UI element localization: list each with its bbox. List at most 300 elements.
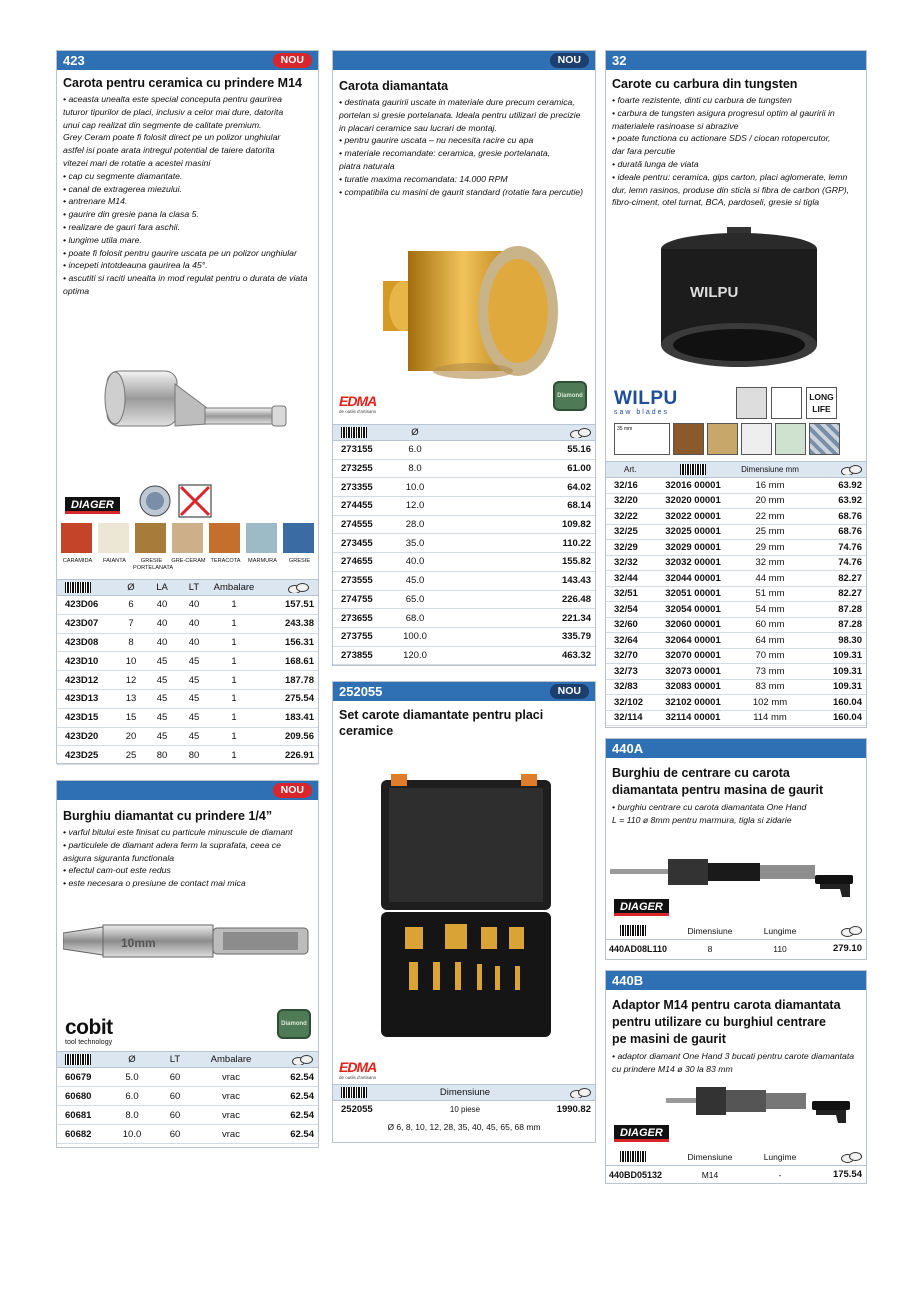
product-code: 32 <box>612 53 627 68</box>
table-header: Ø <box>333 424 595 441</box>
table-cell: 32 mm <box>755 557 785 569</box>
table-cell: 73 mm <box>755 665 785 677</box>
table-row <box>606 540 866 556</box>
table-row <box>57 709 318 728</box>
product-code: 440B <box>612 973 644 988</box>
table-cell: 423D25 <box>65 749 99 761</box>
table-cell: 82.27 <box>838 572 862 584</box>
table-cell: 100.0 <box>403 631 427 643</box>
table-cell: 32054 00001 <box>665 603 721 615</box>
table-row <box>57 671 318 690</box>
table-row <box>606 602 866 618</box>
panel-423 <box>56 50 319 764</box>
table-cell: 68.76 <box>838 526 862 538</box>
price-table-set <box>333 1084 595 1132</box>
table-row <box>57 746 318 765</box>
table-cell: 60682 <box>65 1128 92 1140</box>
table-cell: 45 <box>188 693 200 705</box>
table-cell: vrac <box>222 1071 240 1083</box>
table-cell: 16 mm <box>755 479 785 491</box>
table-row <box>333 497 595 516</box>
table-row <box>606 509 866 525</box>
table-cell: 32064 00001 <box>665 634 721 646</box>
table-cell: 32/54 <box>614 603 638 615</box>
table-cell: 40 <box>188 618 200 630</box>
table-cell: 226.91 <box>284 749 314 761</box>
table-cell: 187.78 <box>284 674 314 686</box>
depth-icon: 35 mm <box>614 423 670 455</box>
table-row <box>57 728 318 747</box>
table-cell: 20 <box>125 730 137 742</box>
table-row: 252055 10 piese 1990.82 <box>341 1104 591 1115</box>
table-row <box>57 1125 318 1144</box>
panel-header <box>606 51 866 70</box>
long-life-icon: LONG LIFE <box>806 387 837 419</box>
table-cell: 32/83 <box>614 681 638 693</box>
table-cell: 273555 <box>341 575 373 587</box>
table-cell: 1 <box>231 636 237 648</box>
application-icons-top <box>736 387 837 419</box>
table-cell: 44 mm <box>755 572 785 584</box>
tile-icon <box>809 423 840 455</box>
table-row <box>333 647 595 666</box>
table-cell: 273355 <box>341 481 373 493</box>
table-cell: 110.22 <box>562 537 591 549</box>
nou-badge: NOU <box>550 53 589 68</box>
table-row <box>606 587 866 603</box>
price-coins-icon <box>569 427 591 438</box>
table-cell: 423D12 <box>65 674 99 686</box>
table-cell: 25 mm <box>755 526 785 538</box>
table-header: Ø LT Ambalare <box>57 1051 318 1068</box>
table-cell: 273855 <box>341 649 373 661</box>
table-cell: 8.0 <box>125 1109 139 1121</box>
panel-252055 <box>332 681 596 1143</box>
product-title: Carote cu carbura din tungsten <box>612 77 798 91</box>
table-cell: 60679 <box>65 1071 92 1083</box>
product-description: • adaptor diamant One Hand 3 bucati pentru carote diamantata cu prindere M14 ø 30 la 83 mm <box>612 1051 855 1074</box>
table-cell: 274655 <box>341 556 373 568</box>
table-cell: 423D15 <box>65 712 99 724</box>
table-cell: 32/64 <box>614 634 638 646</box>
table-cell: 221.34 <box>561 612 591 624</box>
barcode-icon <box>341 1087 367 1098</box>
table-cell: 5.0 <box>125 1071 139 1083</box>
table-cell: 62.54 <box>290 1128 314 1140</box>
table-cell: 62.54 <box>290 1071 314 1083</box>
table-cell: 273255 <box>341 463 373 475</box>
table-cell: 273455 <box>341 537 373 549</box>
product-description: • burghiu centrare cu carota diamantata One Hand L = 110 ø 8mm pentru marmura, tigla si zidarie <box>612 802 807 825</box>
table-cell: 54 mm <box>755 603 785 615</box>
table-cell: 51 mm <box>755 588 785 600</box>
barcode-icon <box>620 925 646 936</box>
price-coins-icon <box>840 925 862 936</box>
table-row <box>333 441 595 460</box>
set-dimensions-note: Ø 6, 8, 10, 12, 28, 35, 40, 45, 65, 68 mm <box>387 1122 541 1132</box>
panel-440b <box>605 970 867 1184</box>
product-description: • aceasta unealta este special conceputa pentru gaurirea tuturor tipurilor de placi, inclusiv a celor mai dure, datorita unui cap realizat din segmente de calitate premium. Grey Ceram poate fi folosit direct pe un polizor unghiular astfel isi poate arata intregul potential de taiere datorita vitezei mari de rotatie a acestei masini • cap cu segmente diamantate. • canal de extragerea miezului. • antrenare M14. • gaurire din gresie pana la clasa 5. • realizare de gauri fara aschii. • lungime utila mare. • poate fi folosit pentru gaurire uscata pe un polizor unghiular • incepeti intotdeauna gaurirea la 45°. • ascutiti si raciti unealta in mod regulat pentru o durata de viata optima <box>63 94 308 296</box>
price-coins-icon <box>840 1151 862 1162</box>
table-row <box>57 596 318 615</box>
table-row <box>606 633 866 649</box>
table-header: Dimensiune <box>333 1084 595 1101</box>
table-row <box>57 615 318 634</box>
wilpu-logo: WILPU saw blades <box>614 388 678 416</box>
centering-drill-image <box>610 841 860 901</box>
table-cell: 155.82 <box>561 556 591 568</box>
table-cell: 274455 <box>341 500 373 512</box>
table-cell: 32016 00001 <box>665 479 721 491</box>
table-cell: 32/73 <box>614 665 638 677</box>
bit-engraving: 10mm <box>121 936 156 950</box>
table-cell: 1 <box>231 599 237 611</box>
tungsten-core-image <box>642 225 832 375</box>
table-cell: 64.02 <box>567 481 591 493</box>
table-cell: 12.0 <box>405 500 425 512</box>
table-cell: 45 <box>156 693 168 705</box>
table-cell: 109.82 <box>561 519 591 531</box>
table-cell: 40 <box>188 636 200 648</box>
table-cell: 183.41 <box>284 712 314 724</box>
drywall-icon <box>741 423 772 455</box>
table-row <box>333 591 595 610</box>
application-icons-bottom <box>614 423 840 455</box>
table-cell: 45 <box>188 655 200 667</box>
table-cell: 6 <box>128 599 134 611</box>
table-cell: 1 <box>231 693 237 705</box>
table-cell: 7 <box>128 618 134 630</box>
svg-text:WILPU: WILPU <box>690 284 739 301</box>
product-title: Set carote diamantate pentru placi ceramice <box>339 708 544 738</box>
table-cell: 80 <box>188 749 200 761</box>
table-cell: 1 <box>231 655 237 667</box>
table-cell: 32022 00001 <box>665 510 721 522</box>
diamond-badge: Diamond <box>277 1009 311 1039</box>
table-cell: 32/22 <box>614 510 638 522</box>
table-cell: 1 <box>231 749 237 761</box>
table-cell: 1 <box>231 712 237 724</box>
product-title: Burghiu de centrare cu carota diamantata pentru masina de gaurit <box>612 766 824 797</box>
board-icon <box>707 423 738 455</box>
table-cell: 25 <box>125 749 137 761</box>
panel-header <box>333 682 595 701</box>
diager-logo: DIAGER <box>614 899 669 916</box>
table-cell: 102 mm <box>752 696 788 708</box>
table-row <box>606 695 866 711</box>
table-header: Dimensiune Lungime <box>606 923 866 940</box>
price-table-carota <box>333 424 595 665</box>
table-cell: 32083 00001 <box>665 681 721 693</box>
diamond-core-image <box>373 226 563 396</box>
table-cell: 1 <box>231 618 237 630</box>
table-cell: 60 <box>169 1071 181 1083</box>
table-cell: 423D10 <box>65 655 99 667</box>
cobit-logo: cobit tool technology <box>65 1016 113 1046</box>
table-row <box>606 494 866 510</box>
table-cell: 423D06 <box>65 599 99 611</box>
table-row <box>57 634 318 653</box>
m14-adapter-image <box>666 1077 856 1127</box>
panel-burghiu-diamantat <box>56 780 319 1148</box>
product-title: Adaptor M14 pentru carota diamantata pentru utilizare cu burghiul centrare pe masini de gaurit <box>612 998 841 1046</box>
edma-logo: EDMA de outils d'artisans <box>339 1059 377 1080</box>
table-cell: 32073 00001 <box>665 665 721 677</box>
table-row: 440BD05132 M14 - 175.54 <box>609 1169 862 1180</box>
product-title: Carota pentru ceramica cu prindere M14 <box>63 76 302 90</box>
table-cell: 32/44 <box>614 572 638 584</box>
table-cell: 82.27 <box>838 588 862 600</box>
price-coins-icon <box>287 582 309 593</box>
table-cell: 28.0 <box>405 519 425 531</box>
table-cell: 157.51 <box>284 599 314 611</box>
edma-logo: EDMA de outils d'artisans <box>339 393 377 414</box>
nou-badge: NOU <box>273 783 312 798</box>
table-cell: 273655 <box>341 612 373 624</box>
table-cell: 6.0 <box>408 444 422 456</box>
price-table-440a <box>606 923 866 957</box>
hammer-off-icon <box>771 387 802 419</box>
table-cell: 32025 00001 <box>665 526 721 538</box>
panel-440a <box>605 738 867 960</box>
table-cell: 60 mm <box>755 619 785 631</box>
table-cell: 120.0 <box>403 649 427 661</box>
diamond-bit-image <box>63 911 313 971</box>
table-cell: 74.76 <box>838 557 862 569</box>
table-row <box>606 680 866 696</box>
table-row <box>606 525 866 541</box>
table-row <box>333 628 595 647</box>
table-row <box>333 460 595 479</box>
table-cell: 273155 <box>341 444 373 456</box>
price-coins-icon <box>569 1087 591 1098</box>
table-cell: 274755 <box>341 593 373 605</box>
table-cell: 45 <box>188 730 200 742</box>
table-row <box>57 690 318 709</box>
table-cell: 273755 <box>341 631 373 643</box>
core-set-case-image <box>381 772 551 1042</box>
table-row <box>606 618 866 634</box>
table-cell: 60 <box>169 1128 181 1140</box>
material-icons <box>137 483 217 519</box>
table-cell: 423D07 <box>65 618 99 630</box>
table-cell: 13 <box>125 693 137 705</box>
table-cell: 32020 00001 <box>665 495 721 507</box>
table-cell: 35.0 <box>405 537 425 549</box>
material-labels: CARAMIDA FAIANTA GRESIE PORTELANATA GRE-CERAM TERACOTA MARMURA GRESIE <box>62 558 311 571</box>
table-cell: 32114 00001 <box>665 712 721 724</box>
table-cell: 32/16 <box>614 479 638 491</box>
table-cell: 87.28 <box>838 603 862 615</box>
wood-icon <box>673 423 704 455</box>
table-cell: 32102 00001 <box>665 696 721 708</box>
table-cell: 168.61 <box>284 655 314 667</box>
table-cell: 45 <box>188 712 200 724</box>
table-cell: 423D13 <box>65 693 99 705</box>
table-cell: 32/29 <box>614 541 638 553</box>
table-cell: 32/32 <box>614 557 638 569</box>
price-coins-icon <box>840 464 862 475</box>
table-cell: 143.43 <box>561 575 591 587</box>
barcode-icon <box>341 427 367 438</box>
table-cell: vrac <box>222 1090 240 1102</box>
product-code: 252055 <box>339 684 383 699</box>
table-cell: 20 mm <box>755 495 785 507</box>
price-coins-icon <box>291 1054 313 1065</box>
table-cell: 12 <box>125 674 137 686</box>
table-cell: 32044 00001 <box>665 572 721 584</box>
product-description: • foarte rezistente, dinti cu carbura de tungsten • carbura de tungsten asigura progresul optim al gauririi in materialele rasinoase si abrazive • poate functiona cu actionare SDS / ciocan rotopercutor, dar fara percutie • durată lunga de viata • ideale pentru: ceramica, gips carton, placi aglomerate, lemn dur, lemn rasinos, produse din sticla si fibra de carbon (GRP), fibro-ciment, otel turnat, BCA, pardoseli, gresie si tigla <box>612 95 850 208</box>
table-cell: 45 <box>188 674 200 686</box>
table-cell: 32070 00001 <box>665 650 721 662</box>
table-row <box>333 572 595 591</box>
table-cell: 45 <box>156 674 168 686</box>
table-cell: 10 <box>125 655 137 667</box>
table-cell: 6.0 <box>125 1090 139 1102</box>
table-cell: 74.76 <box>838 541 862 553</box>
product-title: Carota diamantata <box>339 79 449 93</box>
table-cell: 209.56 <box>284 730 314 742</box>
table-cell: 62.54 <box>290 1090 314 1102</box>
table-cell: 10.0 <box>122 1128 142 1140</box>
table-cell: 45 <box>156 712 168 724</box>
table-cell: 156.31 <box>284 636 314 648</box>
table-cell: 40 <box>156 618 168 630</box>
barcode-icon <box>680 464 706 475</box>
table-cell: 83 mm <box>755 681 785 693</box>
table-cell: 32/114 <box>614 712 643 724</box>
table-row <box>333 553 595 572</box>
barcode-icon <box>65 582 91 593</box>
panel-header <box>57 781 318 800</box>
table-cell: 70 mm <box>755 650 785 662</box>
table-cell: 40.0 <box>405 556 425 568</box>
table-cell: 32051 00001 <box>665 588 721 600</box>
table-cell: 60681 <box>65 1109 92 1121</box>
table-header: Dimensiune Lungime <box>606 1149 866 1166</box>
nou-badge: NOU <box>550 684 589 699</box>
table-cell: 32/60 <box>614 619 638 631</box>
product-description: • destinata gauririi uscate in materiale dure precum ceramica, portelan si gresie portelanata. Ideala pentru utilizari de precizie in placari ceramice sau lucrari de montaj. • pentru gaurire uscata – nu necesita racire cu apa • materiale recomandate: ceramica, gresie portelanata, piatra naturala • turatie maxima recomandata: 14.000 RPM • compatibila cu masini de gaurit standard (rotatie fara percutie) <box>339 97 583 197</box>
table-cell: 80 <box>156 749 168 761</box>
table-cell: 1 <box>231 674 237 686</box>
core-image-logo <box>690 284 738 301</box>
price-table-32 <box>606 461 866 726</box>
table-cell: 109.31 <box>832 650 862 662</box>
table-cell: 45 <box>156 730 168 742</box>
table-cell: 65.0 <box>405 593 425 605</box>
diager-logo: DIAGER <box>65 497 120 514</box>
table-cell: 423D20 <box>65 730 99 742</box>
table-cell: 32/20 <box>614 495 638 507</box>
price-table-burghiu <box>57 1051 318 1144</box>
table-cell: 8 <box>128 636 134 648</box>
table-row <box>333 516 595 535</box>
table-cell: 32032 00001 <box>665 557 721 569</box>
diager-logo: DIAGER <box>614 1125 669 1142</box>
table-cell: 62.54 <box>290 1109 314 1121</box>
table-cell: 68.0 <box>405 612 425 624</box>
table-cell: 60 <box>169 1109 181 1121</box>
price-table-440b <box>606 1149 866 1183</box>
barcode-icon <box>65 1054 91 1065</box>
panel-header <box>606 739 866 758</box>
table-row: 440AD08L110 8 110 279.10 <box>609 943 862 954</box>
table-cell: 32/70 <box>614 650 638 662</box>
table-cell: 29 mm <box>755 541 785 553</box>
table-cell: 32/25 <box>614 526 638 538</box>
table-row <box>606 664 866 680</box>
table-row <box>606 711 866 727</box>
table-cell: 463.32 <box>561 649 591 661</box>
table-cell: 32029 00001 <box>665 541 721 553</box>
table-row <box>333 609 595 628</box>
table-cell: 61.00 <box>567 463 591 475</box>
material-swatches <box>61 523 316 553</box>
table-cell: 63.92 <box>838 495 862 507</box>
product-description: • varful bitului este finisat cu particule minuscule de diamant • particulele de diamant adera ferm la suprafata, ceea ce asigura siguranta functionala • efectul cam-out este redus • este necesara o presiune de contact mai mica <box>63 827 293 889</box>
product-code: 440A <box>612 741 644 756</box>
table-row <box>606 556 866 572</box>
barcode-icon <box>620 1151 646 1162</box>
table-cell: 87.28 <box>838 619 862 631</box>
table-row <box>57 1106 318 1125</box>
table-cell: 40 <box>156 636 168 648</box>
table-cell: 275.54 <box>284 693 314 705</box>
table-row <box>57 1087 318 1106</box>
table-cell: 160.04 <box>832 696 862 708</box>
table-cell: 10.0 <box>405 481 425 493</box>
table-cell: 60680 <box>65 1090 92 1102</box>
table-cell: vrac <box>222 1109 240 1121</box>
table-cell: 64 mm <box>755 634 785 646</box>
nou-badge: NOU <box>273 53 312 68</box>
table-cell: 40 <box>156 599 168 611</box>
table-cell: 45.0 <box>405 575 425 587</box>
sds-icon <box>736 387 767 419</box>
table-row <box>333 534 595 553</box>
table-row <box>606 478 866 494</box>
table-cell: 68.76 <box>838 510 862 522</box>
table-cell: 60 <box>169 1090 181 1102</box>
table-cell: 40 <box>188 599 200 611</box>
panel-header <box>57 51 318 70</box>
table-cell: 32/102 <box>614 696 644 708</box>
table-cell: 68.14 <box>567 500 591 512</box>
table-cell: 423D08 <box>65 636 99 648</box>
table-cell: 32/51 <box>614 588 638 600</box>
fibercement-icon <box>775 423 806 455</box>
table-row <box>57 1068 318 1087</box>
panel-carota-diamantata <box>332 50 596 666</box>
table-header: Art. Dimensiune mm <box>606 461 866 478</box>
table-cell: 226.48 <box>561 593 591 605</box>
table-cell: 45 <box>156 655 168 667</box>
table-cell: 274555 <box>341 519 373 531</box>
table-cell: 335.79 <box>561 631 591 643</box>
table-cell: 15 <box>125 712 137 724</box>
table-cell: 8.0 <box>408 463 422 475</box>
table-cell: 22 mm <box>755 510 785 522</box>
diamond-badge: Diamond <box>553 381 587 411</box>
product-code: 423 <box>63 53 85 68</box>
table-row <box>606 571 866 587</box>
panel-32 <box>605 50 867 728</box>
table-cell: 114 mm <box>753 712 787 724</box>
panel-header <box>606 971 866 990</box>
table-row <box>57 652 318 671</box>
table-row <box>333 478 595 497</box>
